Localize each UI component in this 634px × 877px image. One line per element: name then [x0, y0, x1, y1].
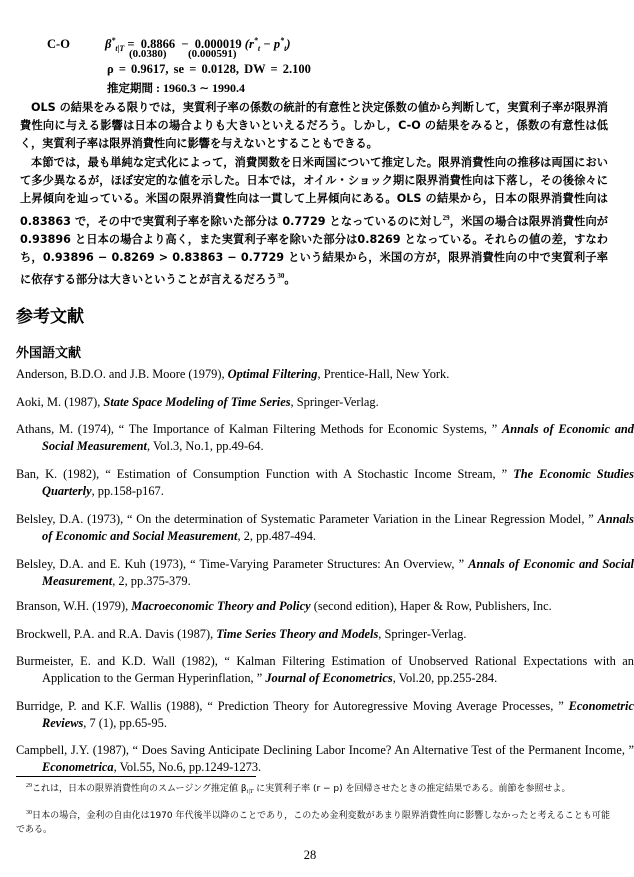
- reference-item: [16, 394, 634, 411]
- equation-statistics: ρ = 0.9617, se = 0.0128, DW = 2.100: [107, 62, 311, 76]
- regressor-sup-2: *: [280, 36, 285, 45]
- reference-journal: Journal of Econometrics: [265, 671, 393, 685]
- reference-item: [16, 653, 634, 687]
- regressor-sub-1: t: [257, 44, 261, 53]
- regressor-p: − p: [260, 37, 281, 51]
- footnote-ref-30[interactable]: 30: [277, 272, 285, 281]
- footnote-text: これは，日本の限界消費性向のスムージング推定値 β: [32, 784, 247, 794]
- regressor-r: (r: [244, 37, 254, 51]
- standard-error-2: (0.000591): [188, 48, 237, 60]
- reference-publisher: (second edition), Haper & Row, Publishers, Inc.: [310, 599, 552, 613]
- reference-authors: Campbell, J.Y. (1987), “ Does Saving Anticipate Declining Labor Income? An Alternative Test of the Permanent Income, ”: [16, 743, 634, 757]
- reference-volume: , 2, pp.487-494.: [237, 529, 316, 543]
- reference-authors: Ban, K. (1982), “ Estimation of Consumption Function with A Stochastic Income Stream, ”: [16, 467, 514, 481]
- estimation-period: [107, 80, 245, 96]
- footnote-text: 日本の場合，金利の自由化は1970 年代後半以降のことであり，このため金利変数があまり限界消費性向に影響しなかったと考えることも可能である。: [16, 811, 610, 835]
- standard-error-1: (0.0380): [129, 48, 167, 60]
- regressor-sup-1: *: [253, 36, 258, 45]
- reference-authors: Branson, W.H. (1979),: [16, 599, 132, 613]
- reference-journal: Annals of Economic and Social Measurement: [42, 557, 634, 588]
- reference-volume: , Vol.20, pp.255-284.: [392, 671, 498, 685]
- reference-item: [16, 366, 634, 383]
- regression-equation: [47, 36, 291, 53]
- reference-item: [16, 466, 634, 500]
- equation-label: C-O: [47, 37, 70, 51]
- footnote-29: [16, 780, 610, 800]
- section-title: 参考文献: [16, 307, 84, 327]
- paragraph-summary-part-b: ，米国の場合は限界消費性向が0.93896 と日本の場合より高く，また実質利子率を除いた部分は0.8269 となっている。それらの値の差，すなわち，0.93896 − 0.8269 > 0.83863 − 0.7729 という結果から，米国の方が，限界消費性向の中で実質利子率に依存する部分は大きいということが言えるだろう: [20, 214, 608, 287]
- coefficient-2: 0.000019: [194, 37, 242, 51]
- reference-item: [16, 421, 634, 455]
- reference-item: [16, 511, 634, 545]
- reference-authors: Belsley, D.A. and E. Kuh (1973), “ Time-Varying Parameter Structures: An Overview, ”: [16, 557, 469, 571]
- beta-sub: t|T: [115, 44, 125, 53]
- paragraph-summary: [20, 154, 608, 289]
- reference-title: Macroeconomic Theory and Policy: [131, 599, 311, 613]
- reference-item: [16, 626, 634, 643]
- reference-volume: , pp.158-p167.: [91, 484, 164, 498]
- reference-title: Optimal Filtering: [227, 367, 318, 381]
- reference-item: [16, 598, 634, 615]
- regressor-sub-2: t: [284, 44, 287, 53]
- paragraph-summary-part-a: 本節では，最も単純な定式化によって，消費関数を日米両国について推定した。限界消費性向の推移は両国において多少異なるが，ほぼ安定的な値を示した。日本では，オイル・ショック期に限界消費性向は下落し，その後徐々に上昇傾向を辿っている。米国の限界消費性向は一貫して上昇傾向にある。OLS の結果から，日本の限界消費性向は 0.83863 で，その中で実質利子率を除いた部分は 0.7729 となっているのに対し: [20, 156, 608, 228]
- beta-sup: *: [111, 36, 116, 45]
- paragraph-summary-end: 。: [284, 273, 296, 287]
- footnote-number: 30: [26, 810, 32, 816]
- reference-journal: Annals of Economic and Social Measurement: [42, 422, 634, 453]
- equals-sign: =: [127, 37, 135, 51]
- footnote-divider: [16, 776, 256, 777]
- coefficient-1: 0.8866: [140, 37, 176, 51]
- reference-item: [16, 698, 634, 732]
- reference-volume: , 2, pp.375-379.: [112, 574, 191, 588]
- reference-authors: Burridge, P. and K.F. Wallis (1988), “ Prediction Theory for Autoregressive Moving Average Processes, ”: [16, 699, 569, 713]
- beta-symbol: β: [105, 37, 112, 51]
- reference-volume: , Vol.3, No.1, pp.49-64.: [146, 439, 264, 453]
- estimation-period-value: : 1960.3 ∼ 1990.4: [153, 81, 246, 95]
- reference-authors: Athans, M. (1974), “ The Importance of Kalman Filtering Methods for Economic Systems, ”: [16, 422, 503, 436]
- subsection-title: 外国語文献: [16, 346, 82, 361]
- reference-volume: , Vol.55, No.6, pp.1249-1273.: [113, 760, 262, 774]
- reference-authors: Belsley, D.A. (1973), “ On the determination of Systematic Parameter Variation in the Linear Regression Model, ”: [16, 512, 598, 526]
- footnote-number: 29: [26, 783, 32, 789]
- regressor-close: ): [286, 37, 291, 51]
- reference-journal: Econometrica: [42, 760, 114, 774]
- reference-publisher: , Prentice-Hall, New York.: [317, 367, 450, 381]
- estimation-period-label: 推定期間: [107, 81, 153, 95]
- reference-journal: The Economic Studies Quarterly: [42, 467, 634, 498]
- reference-title: Time Series Theory and Models: [216, 627, 379, 641]
- reference-publisher: , Springer-Verlag.: [378, 627, 467, 641]
- reference-volume: , 7 (1), pp.65-95.: [83, 716, 167, 730]
- footnote-ref-29[interactable]: 29: [442, 213, 450, 222]
- regressor: [245, 37, 291, 51]
- page-number: 28: [303, 848, 317, 862]
- reference-item: [16, 742, 634, 776]
- reference-title: State Space Modeling of Time Series: [103, 395, 291, 409]
- reference-item: [16, 556, 634, 590]
- reference-authors: Burmeister, E. and K.D. Wall (1982), “ Kalman Filtering Estimation of Unobserved Rational Expectations with an Application to the German Hyperinflation, ”: [16, 654, 634, 685]
- reference-authors: Aoki, M. (1987),: [16, 395, 104, 409]
- footnote-text: に実質利子率 (r − p) を回帰させたときの推定結果である。前節を参照せよ。: [253, 784, 571, 794]
- reference-authors: Anderson, B.D.O. and J.B. Moore (1979),: [16, 367, 228, 381]
- reference-publisher: , Springer-Verlag.: [290, 395, 379, 409]
- minus-sign: −: [181, 37, 189, 51]
- reference-journal: Annals of Economic and Social Measurement: [42, 512, 634, 543]
- equation-lhs: [105, 37, 124, 51]
- footnote-beta-sub: t|T: [246, 789, 254, 795]
- reference-journal: Econometric Reviews: [42, 699, 634, 730]
- footnote-30: [16, 807, 610, 837]
- reference-authors: Brockwell, P.A. and R.A. Davis (1987),: [16, 627, 217, 641]
- paragraph-ols-discussion: OLS の結果をみる限りでは，実質利子率の係数の統計的有意性と決定係数の値から判断して，実質利子率が限界消費性向に与える影響は日本の場合よりも大きいといえるだろう。しかし，C-O の結果をみると，係数の有意性は低く，実質利子率は限界消費性向に影響を与えないとすることもできる。: [20, 101, 608, 151]
